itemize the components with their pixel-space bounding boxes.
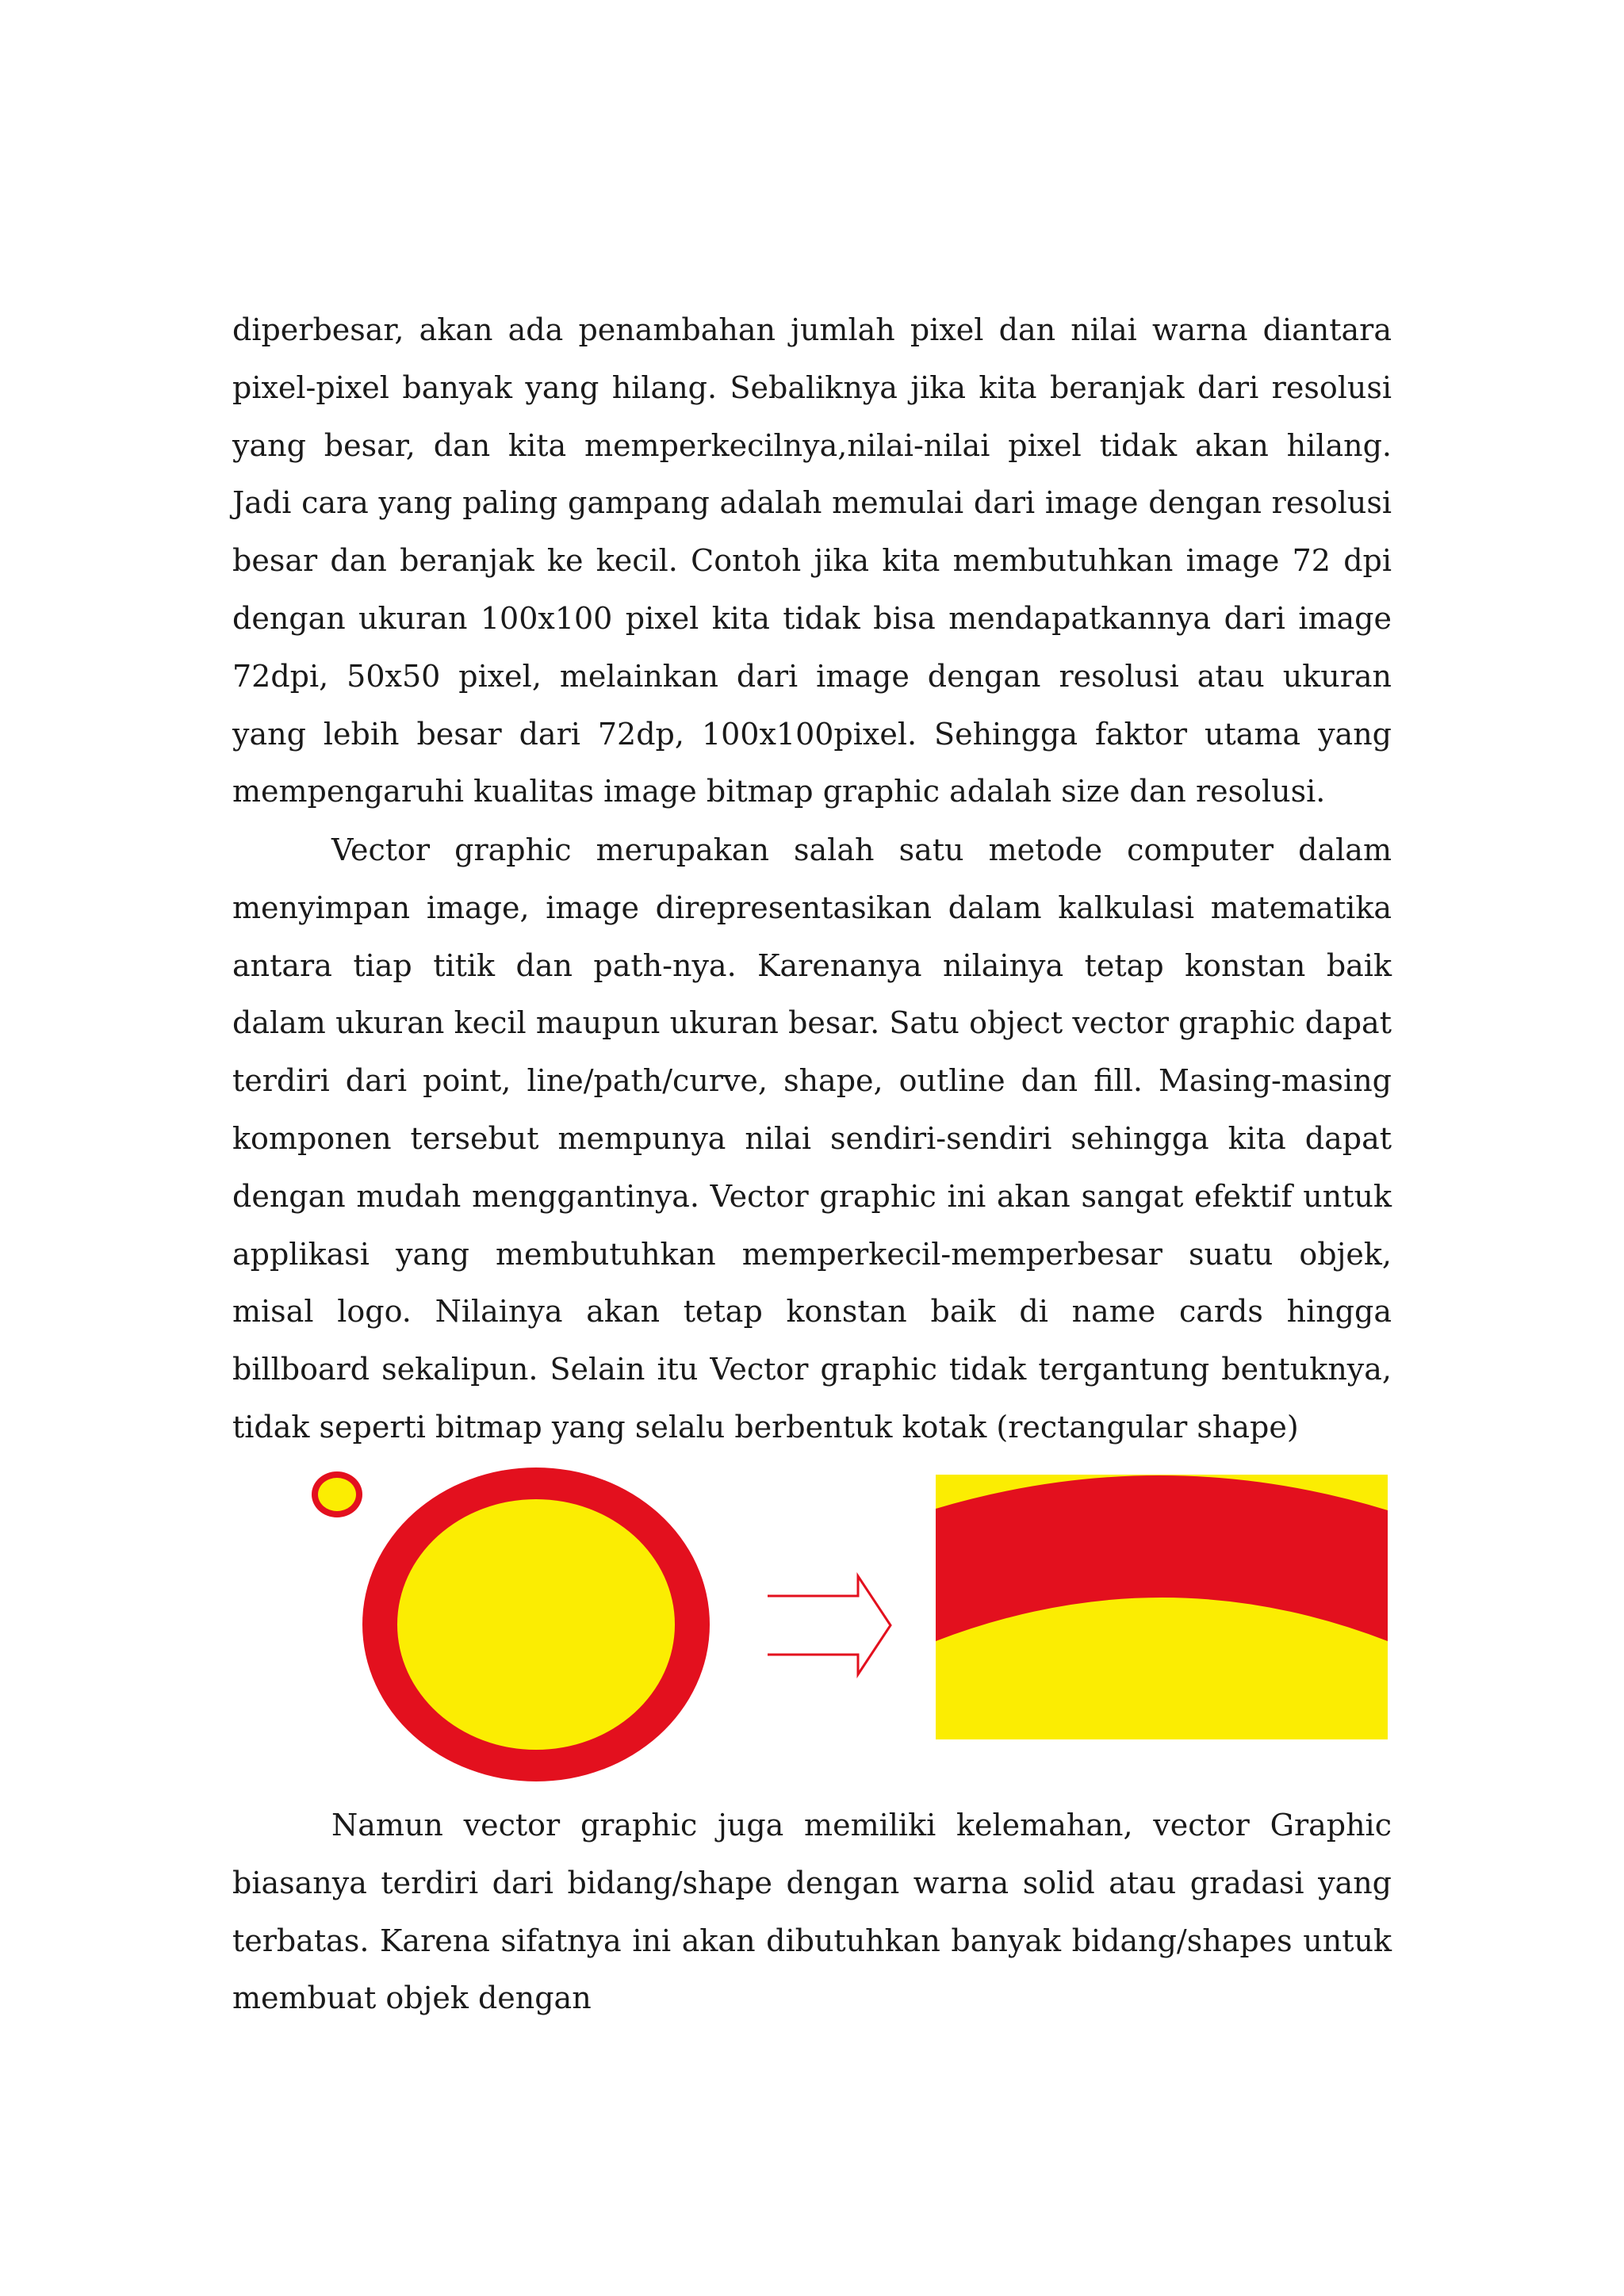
zoomed-detail-icon [936, 1475, 1388, 1739]
paragraph-1: diperbesar, akan ada penambahan jumlah pixel dan nilai warna diantara pixel-pixel banyak yang hilang. Sebaliknya jika kita beranjak dari resolusi yang besar, dan kita memperkecilnya,nilai-nilai pixel tidak akan hilang. Jadi cara yang paling gampang adalah memulai dari image dengan resolusi besar dan beranjak ke kecil. Contoh jika kita membutuhkan image 72 dpi dengan ukuran 100x100 pixel kita tidak bisa mendapatkannya dari image 72dpi, 50x50 pixel, melainkan dari image dengan resolusi atau ukuran yang lebih besar dari 72dp, 100x100pixel. Sehingga faktor utama yang mempengaruhi kualitas image bitmap graphic adalah size dan resolusi. [232, 312, 1392, 809]
small-circle-icon [312, 1471, 362, 1517]
right-arrow-icon [768, 1576, 891, 1674]
paragraph-2: Vector graphic merupakan salah satu metode computer dalam menyimpan image, image direpresentasikan dalam kalkulasi matematika antara tiap titik dan path-nya. Karenanya nilainya tetap konstan baik dalam ukuran kecil maupun ukuran besar. Satu object vector graphic dapat terdiri dari point, line/path/curve, shape, outline dan fill. Masing-masing komponen tersebut mempunya nilai sendiri-sendiri sehingga kita dapat dengan mudah menggantinya. Vector graphic ini akan sangat efektif untuk applikasi yang membutuhkan memperkecil-memperbesar suatu objek, misal logo. Nilainya akan tetap konstan baik di name cards hingga billboard sekalipun. Selain itu Vector graphic tidak tergantung bentuknya, tidak seperti bitmap yang selalu berbentuk kotak (rectangular shape) [232, 832, 1392, 1445]
paragraph-3: Namun vector graphic juga memiliki kelemahan, vector Graphic biasanya terdiri dari bidang/shape dengan warna solid atau gradasi yang terbatas. Karena sifatnya ini akan dibutuhkan banyak bidang/shapes untuk membuat objek dengan [232, 1808, 1392, 2016]
large-circle-icon [362, 1468, 710, 1781]
